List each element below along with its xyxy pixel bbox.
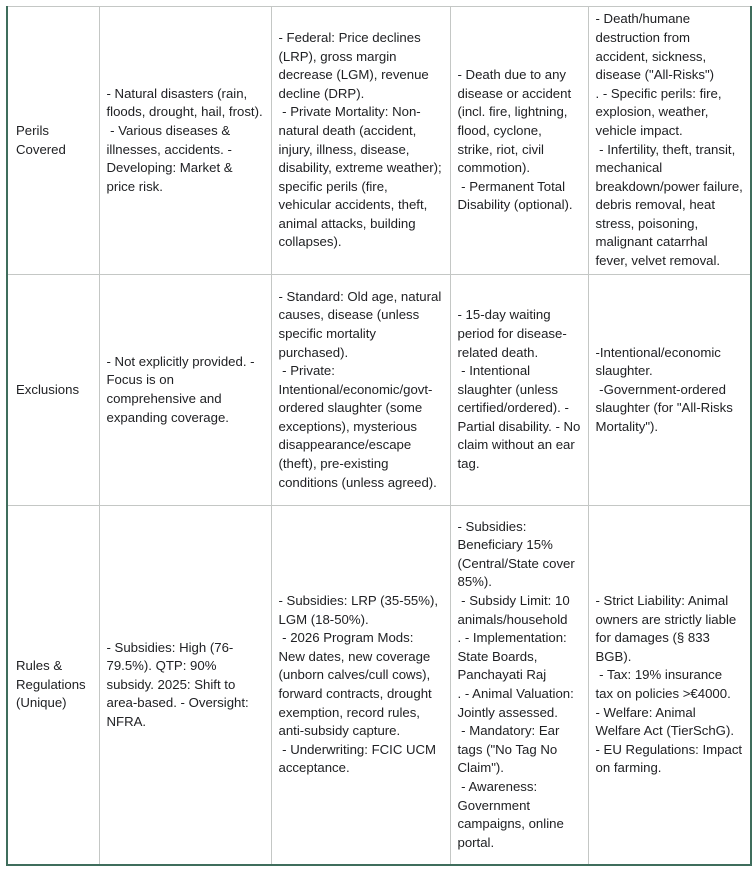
insurance-comparison-table — [6, 6, 752, 866]
table-cell: - Death/humane destruction from accident, sickness, disease ("All-Risks") . - Specific perils: fire, explosion, weather, vehicle impact. - Infertility, theft, transit, mechanical breakdown/power failure, debris removal, heat stress, poisoning, malignant catarrhal fever, velvet removal. — [588, 7, 751, 275]
table-cell: - Strict Liability: Animal owners are strictly liable for damages (§ 833 BGB). - Tax: 19% insurance tax on policies >€4000. - Welfare: Animal Welfare Act (TierSchG). - EU Regulations: Impact on farming. — [588, 506, 751, 866]
table-cell: - Subsidies: Beneficiary 15% (Central/State cover 85%). - Subsidy Limit: 10 animals/household . - Implementation: State Boards, Panchayati Raj . - Animal Valuation: Jointly assessed. - Mandatory: Ear tags ("No Tag No Claim"). - Awareness: Government campaigns, online portal. — [450, 506, 588, 866]
table-row-rules-regulations — [7, 506, 751, 866]
table-cell: - Subsidies: High (76-79.5%). QTP: 90% subsidy. 2025: Shift to area-based. - Oversight: NFRA. — [99, 506, 271, 866]
table-row-exclusions — [7, 275, 751, 506]
table-cell: -Intentional/economic slaughter. -Government-ordered slaughter (for "All-Risks Mortality"). — [588, 275, 751, 506]
table-cell: - Subsidies: LRP (35-55%), LGM (18-50%). - 2026 Program Mods: New dates, new coverage (unborn calves/cull cows), forward contracts, drought exemption, record rules, anti-subsidy capture. - Underwriting: FCIC UCM acceptance. — [271, 506, 450, 866]
table-row-perils-covered — [7, 7, 751, 275]
table-cell: - 15-day waiting period for disease-related death. - Intentional slaughter (unless certified/ordered). - Partial disability. - No claim without an ear tag. — [450, 275, 588, 506]
table-cell: - Natural disasters (rain, floods, drought, hail, frost). - Various diseases & illnesses, accidents. - Developing: Market & price risk. — [99, 7, 271, 275]
table-cell: - Death due to any disease or accident (incl. fire, lightning, flood, cyclone, strike, riot, civil commotion). - Permanent Total Disability (optional). — [450, 7, 588, 275]
row-header-perils-covered: Perils Covered — [7, 7, 99, 275]
table-cell: - Not explicitly provided. - Focus is on comprehensive and expanding coverage. — [99, 275, 271, 506]
table-cell: - Standard: Old age, natural causes, disease (unless specific mortality purchased). - Private: Intentional/economic/govt-ordered slaughter (some exceptions), mysterious disappearance/escape (theft), pre-existing conditions (unless agreed). — [271, 275, 450, 506]
row-header-rules-regulations: Rules & Regulations (Unique) — [7, 506, 99, 866]
table-cell: - Federal: Price declines (LRP), gross margin decrease (LGM), revenue decline (DRP). - Private Mortality: Non-natural death (accident, injury, illness, disease, disability, extreme weather); specific perils (fire, vehicular accidents, theft, animal attacks, building collapses). — [271, 7, 450, 275]
row-header-exclusions: Exclusions — [7, 275, 99, 506]
